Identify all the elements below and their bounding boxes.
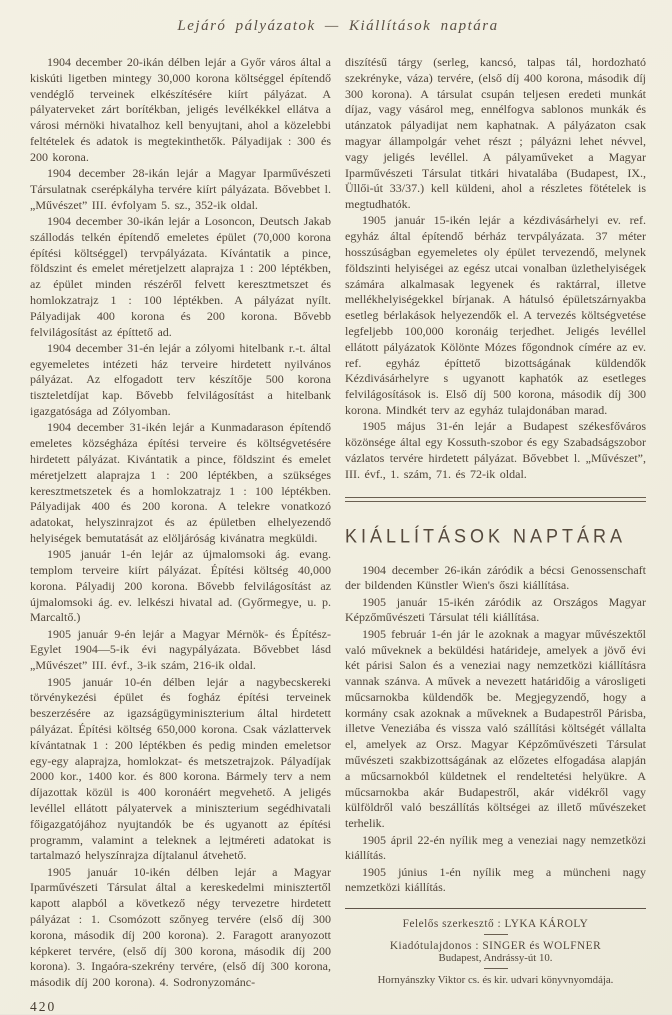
page-number: 420: [30, 999, 57, 1015]
section-divider: [345, 497, 646, 502]
paragraph: 1905 január 15-ikén záródik az Országos Magyar Képzőművészeti Társulat téli kiállítása.: [345, 594, 646, 625]
paragraph: 1905 január 9-én lejár a Magyar Mérnök- és Építész-Egylet 1904—5-ik évi nagypályázata. Bővebbet lásd „Művészet” III. évf., 3-ik szám, 216-ik oldal.: [30, 626, 331, 673]
paragraph: 1904 december 30-ikán lejár a Losoncon, Deutsch Jakab szállodás telkén építendő emeletes épület (70,000 korona építési költséggel) tervpályázata. Kívántatik a pince, földszint és emelet méretjelzett alaprajza 1 : 200 léptékben, az épület minden részéről felvett keresztmetszet és homlokzatrajz 1 : 100 léptékben. A pályázat nyílt. Pályadijak 400 korona és 200 korona. Bővebb felvilágosítást az építtető ad.: [30, 213, 331, 339]
printer-line: Hornyánszky Viktor cs. és kir. udvari könyvnyomdája.: [377, 974, 614, 987]
paragraph: 1905 január 1-én lejár az újmalomsoki ág. evang. templom terveire kiírt pályázat. Építési költség 40,000 korona. Pályadij 200 korona. Bővebb felvilágosítást az újmalomsoki ág. ev. lelkészi hivatal ad. (Győrmegye, u. p. Marcaltő.): [30, 547, 331, 625]
left-column: [30, 55, 331, 1015]
two-column-layout: [30, 55, 646, 1015]
paragraph: 1905 január 10-én délben lejár a nagybecskereki törvénykezési épület és fogház építési terveinek beszerzésére az igazságügyminiszterium által hirdetett pályázat. Építési költség 650,000 korona. Csak vázlattervek kívántatnak 1 : 200 léptékben és pedig minden emeletsor egy-egy alaprajza, homlokzat- és metszetrajzok. Pályadíjak 2000 kor., 1400 kor. és 800 korona. Bármely terv a nem díjazottak közül is 400 koronáért megvehető. A jeligés levéllel ellátott pályatervek a miniszterium segédhivatali főigazgatójához nyujtandók be és ugyanott az építési programm, valamint a teleknek a lejtméreti adatokat is tartalmazó helyszínrajza díjtalanul átvehető.: [30, 674, 331, 863]
footer-dash: [484, 934, 508, 935]
editor-line: Felelős szerkesztő : LYKA KÁROLY: [402, 918, 589, 931]
imprint-footer: [345, 918, 646, 986]
publisher-line: Kiadótulajdonos : SINGER és WOLFNER: [389, 940, 602, 953]
paragraph: 1904 december 31-én lejár a zólyomi hitelbank r.-t. által egyemeletes intézeti ház terveire hirdetett nyilvános pályázat. Az elfogadott terv készítője 500 korona tiszteletdíjat kap. Bővebb felvilágosítást a hitelbank igazgatósága ad Zólyomban.: [30, 340, 331, 419]
address-line: Budapest, Andrássy-út 10.: [438, 952, 553, 965]
paragraph: 1905 február 1-én jár le azoknak a magyar művészektől való műveknek a beküldési határideje, amelyek a jövő évi két párisi Salon és a veneziai nagy nemzetközi kiállításra vannak szánva. A művek a nevezett határidőig a városligeti műcsarnokba küldendők be. Megjegyzendő, hogy a kormány csak azoknak a műveknek a Budapestről Párisba, illetve Veneziába és vissza való szállítási költségét vállalta el, amelyek az Orsz. Magyar Képzőművészeti Társulat művészeti szakbizottságának az előzetes elfogadása alapján a műcsarnokból küldetnek el rendeltetési helyükre. A műcsarnokba akár Budapestről, akár vidékről vagy külföldről való beszállítás költségei az illető művészeket terhelik.: [345, 626, 646, 831]
paragraph: 1904 december 31-ikén lejár a Kunmadarason építendő emeletes községháza építési terveire és költségvetésére hirdetett pályázat. Kivántatik a pince, földszint és emelet méretjelzett alaprajza 1 : 200 léptékben, a szükséges keresztmetszetek és a homlokzatrajz 1 : 100 léptékben. Pályadijak 400 és 200 korona. A telekre vonatkozó adatokat, helyszinrajzot és az épületben elhelyezendő helyiségek bemutatását az elöljáróság kivánatra megküldi.: [30, 420, 331, 545]
right-column: [345, 55, 646, 1015]
paragraph-continuation: diszítésű tárgy (serleg, kancsó, talpas tál, hordozható szekrényke, váza) tervére, (első díj 400 korona, második díj 300 korona). A társulat csupán teljesen eredeti munkát díjaz, vagy vásárol meg, ennélfogva sablonos munkák és utánzatok pályadijat nem kaphatnak. A pályázaton csak magyar állampolgár vehet részt ; pályázni lehet névvel, vagy jeligés levéllel. A pályaműveket a Magyar Iparművészeti Társulat titkári hivatalába (Budapest, IX., Üllői-út 33/37.) kell küldeni, ahol a részletes fötételek is megtudhatók.: [345, 55, 646, 212]
paragraph: 1905 május 31-én lejár a Budapest székesfőváros közönsége által egy Kossuth-szobor és egy Szabadságszobor vázlatos tervére hirdetett pályázat. Bővebbet l. „Művészet”, III. évf., 1. szám, 71. és 72-ik oldal.: [345, 419, 646, 481]
footer-dash: [484, 968, 508, 969]
running-head: Lejáró pályázatok — Kiállítások naptára: [177, 18, 499, 34]
paragraph: 1905 június 1-én nyílik meg a müncheni nagy nemzetközi kiállítás.: [345, 864, 646, 895]
footer-divider: [345, 908, 646, 909]
paragraph: 1905 január 10-ikén délben lejár a Magyar Iparművészeti Társulat által a kereskedelmi minisztertől kapott alapból a következő négy tervezetre hirdetett pályázat : 1. Csomózott szőnyeg tervére (első díj 300 korona, második díj 200 korona). 2. Faragott aranyozott képkeret tervére, (első díj 300 korona, második díj 200 korona). 3. Ingaóra-szekrény tervére, (első díj 300 korona, második díj 200 korona). 4. Sodronyzománc-: [30, 864, 331, 990]
paragraph: 1904 december 26-ikán záródik a bécsi Genossenschaft der bildenden Künstler Wien's őszi kiállítása.: [345, 562, 646, 593]
paragraph: 1905 ápril 22-én nyílik meg a veneziai nagy nemzetközi kiállítás.: [345, 832, 646, 863]
section-heading: KIÁLLÍTÁSOK NAPTÁRA: [345, 524, 627, 547]
paragraph: 1904 december 28-ikán lejár a Magyar Iparművészeti Társulatnak cserépkályha tervére kiírt pályázata. Bővebbet l. „Művészet” III. évfolyam 5. sz., 352-ik oldal.: [30, 166, 331, 212]
paragraph: 1904 december 20-ikán délben lejár a Győr város által a kiskúti ligetben mintegy 30,000 korona költséggel építendő vendéglő terveinek elkészítésére kiírt pályázat. A pályaterveket zárt borítékban, jeligés levélkékkel ellátva a városi mérnöki hivatalhoz kell benyujtani, ahol a közelebbi feltételek és adatok is megtekinthetők. Pályadijak : 300 és 200 korona.: [30, 55, 331, 164]
paragraph: 1905 január 15-ikén lejár a kézdivásárhelyi ev. ref. egyház által építendő bérház tervpályázata. 37 méter hosszúságban egyemeletes oly épület tervezendő, melynek földszinti helyiségei az egész utcai vonalban üzlethelyiségek számára alkalmasak legyenek és raktárral, illetve mellékhelyiségekkel bírjanak. A hátulsó épületszárnyakba esetleg bérlakások helyezendők el. A tervezés költségvetése legfeljebb 100,000 koronáig terjedhet. Jeligés levéllel ellátott pályázatok Kölönte Mózes főgondnok címére az ev. ref. egyház építtető bizottságának küldendők Kézdivásárhelyre s ugyanott kaphatók az esetleges felvilágosítások is. Első díj 500 korona, második díj 300 korona. Mindkét terv az egyház tulajdonában marad.: [345, 213, 646, 418]
